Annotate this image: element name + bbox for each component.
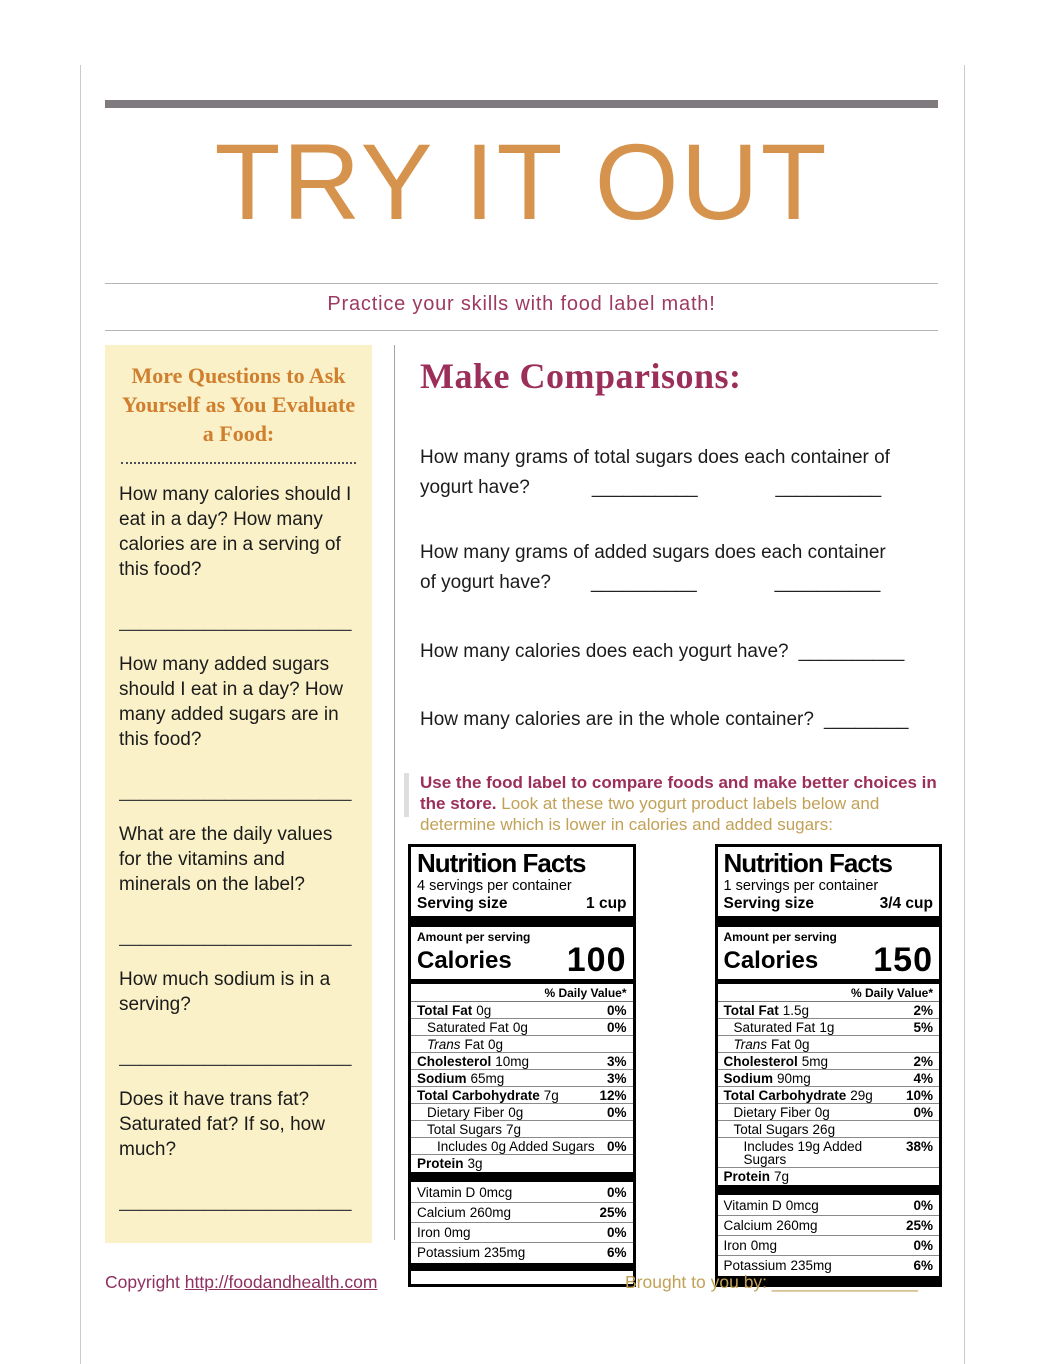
nutrient-row xyxy=(718,1168,940,1184)
nutrient-dv: 3% xyxy=(606,1053,627,1069)
page-subtitle: Practice your skills with food label math! xyxy=(327,293,716,315)
vitamin-dv: 0% xyxy=(606,1224,627,1240)
nutrient-name: Includes 0g Added Sugars xyxy=(437,1138,595,1154)
nutrient-dv: 5% xyxy=(913,1019,933,1035)
nutrient-name: Fat xyxy=(464,1036,485,1052)
nutrient-amount: 0g xyxy=(508,1104,524,1120)
serving-size-value: 3/4 cup xyxy=(879,895,933,912)
nutrient-amount: 26g xyxy=(812,1121,836,1137)
vitamin-name: Potassium xyxy=(723,1257,787,1273)
nutrient-name: Total Carbohydrate xyxy=(723,1087,847,1103)
servings-per-container: 1 servings per container xyxy=(723,878,879,894)
question-text: of yogurt have? xyxy=(420,572,551,593)
answer-blank: ________ xyxy=(823,709,909,730)
nutrient-dv: 0% xyxy=(606,1138,627,1154)
vitamin-amount: 0mcg xyxy=(479,1184,513,1200)
vitamin-amount: 260mg xyxy=(776,1217,818,1233)
thick-divider-bar xyxy=(411,916,633,927)
vitamin-row xyxy=(718,1236,940,1256)
nutrient-row xyxy=(411,1121,633,1138)
serving-size-label: Serving size xyxy=(417,895,508,912)
daily-value-header: % Daily Value* xyxy=(411,985,633,1002)
vitamin-dv: 6% xyxy=(606,1244,627,1260)
nutrient-dv: 0% xyxy=(606,1002,627,1018)
vitamin-row xyxy=(718,1216,940,1236)
nutrition-label-yogurt-2 xyxy=(715,844,943,1287)
serving-size-row xyxy=(411,895,633,913)
vitamin-dv: 0% xyxy=(913,1237,933,1253)
question-text: yogurt have? xyxy=(420,477,530,498)
answer-blank: __________ xyxy=(798,641,905,662)
page-title: TRY IT OUT xyxy=(214,121,829,242)
nutrient-amount: 0g xyxy=(476,1002,492,1018)
nutrient-dv: 2% xyxy=(913,1053,933,1069)
nutrient-name: Total Sugars xyxy=(427,1121,503,1137)
nutrient-row xyxy=(411,1155,633,1171)
calories-value: 100 xyxy=(566,941,627,979)
calories-label: Calories xyxy=(723,947,819,974)
vitamin-dv: 0% xyxy=(606,1184,627,1200)
serving-size-row xyxy=(718,895,940,913)
sidebar xyxy=(105,345,372,1243)
vitamin-amount: 260mg xyxy=(469,1204,512,1220)
brought-to-you-by xyxy=(625,1272,918,1293)
question-block xyxy=(420,705,942,735)
nutrient-dv: 38% xyxy=(905,1138,933,1154)
nutrient-row xyxy=(718,1019,940,1036)
nutrient-dv: 12% xyxy=(599,1087,627,1103)
nutrient-name: Total Carbohydrate xyxy=(417,1087,540,1103)
nutrient-name-italic: Trans xyxy=(733,1036,768,1052)
nutrient-amount: 0g xyxy=(512,1019,528,1035)
nutrient-name: Saturated Fat xyxy=(427,1019,509,1035)
intro-bold-text: Use the food label to compare foods and make better choices in the store. xyxy=(420,773,937,813)
vitamin-row xyxy=(411,1223,633,1243)
nutrient-name: Sodium xyxy=(417,1070,467,1086)
sidebar-question: How many calories should I eat in a day? How many calories are in a serving of this food? xyxy=(119,484,352,580)
vitamin-name: Potassium xyxy=(417,1244,481,1260)
vitamin-name: Iron xyxy=(723,1237,747,1253)
divider-line xyxy=(105,283,938,284)
vitamin-dv: 0% xyxy=(913,1197,933,1213)
section-heading: Make Comparisons: xyxy=(420,356,742,396)
calories-value: 150 xyxy=(873,941,933,979)
nutrition-facts-title: Nutrition Facts xyxy=(723,848,892,878)
vitamin-dv: 25% xyxy=(599,1204,627,1220)
amount-per-serving-label: Amount per serving xyxy=(417,930,531,944)
thick-divider-bar xyxy=(718,916,940,927)
vitamin-row xyxy=(411,1183,633,1203)
nutrient-dv: 0% xyxy=(606,1104,627,1120)
question-text: How many calories are in the whole container? xyxy=(420,709,814,730)
sidebar-question: How many added sugars should I eat in a day? How many added sugars are in this food? xyxy=(119,654,343,750)
nutrient-row xyxy=(718,1104,940,1121)
nutrient-row xyxy=(411,1053,633,1070)
question-block xyxy=(420,637,942,667)
nutrition-labels-row xyxy=(408,844,942,1287)
thick-divider-bar xyxy=(411,1263,633,1271)
nutrient-amount: 7g xyxy=(506,1121,522,1137)
vitamin-amount: 235mg xyxy=(790,1257,832,1273)
nutrient-row xyxy=(718,1053,940,1070)
sidebar-question-block xyxy=(119,822,358,949)
vitamin-amount: 0mg xyxy=(750,1237,778,1253)
vertical-divider xyxy=(394,345,395,1240)
vitamin-row xyxy=(718,1196,940,1216)
question-text: How many grams of added sugars does each container xyxy=(420,542,886,563)
vitamin-name: Vitamin D xyxy=(723,1197,782,1213)
answer-blank: ______________________ xyxy=(119,1191,352,1212)
nutrient-name: Total Sugars xyxy=(733,1121,809,1137)
nutrient-amount: 7g xyxy=(543,1087,559,1103)
nutrient-name: Includes 19g Added Sugars xyxy=(743,1138,863,1167)
question-text: How many calories does each yogurt have? xyxy=(420,641,789,662)
nutrient-name-italic: Trans xyxy=(427,1036,461,1052)
nutrient-row xyxy=(411,1104,633,1121)
nutrient-amount: 0g xyxy=(488,1036,504,1052)
nutrition-label-yogurt-1 xyxy=(408,844,636,1287)
nutrient-row xyxy=(718,1138,940,1168)
nutrient-dv: 0% xyxy=(606,1019,627,1035)
nutrient-amount: 90mg xyxy=(777,1070,811,1086)
servings-per-container: 4 servings per container xyxy=(417,878,572,894)
nutrient-name: Cholesterol xyxy=(417,1053,492,1069)
nutrient-amount: 0g xyxy=(794,1036,810,1052)
question-block xyxy=(420,443,942,503)
nutrient-dv: 3% xyxy=(606,1070,627,1086)
sidebar-question: Does it have trans fat? Saturated fat? If so, how much? xyxy=(119,1089,325,1160)
answer-blank: ______________________ xyxy=(119,1046,352,1067)
nutrient-amount: 7g xyxy=(774,1168,790,1184)
nutrient-amount: 29g xyxy=(850,1087,873,1103)
copyright-link[interactable]: http://foodandhealth.com xyxy=(184,1272,378,1292)
calories-label: Calories xyxy=(417,947,512,974)
sidebar-question-block xyxy=(119,1087,358,1214)
sidebar-question: How much sodium is in a serving? xyxy=(119,969,331,1015)
question-block xyxy=(420,538,942,598)
calories-row xyxy=(718,941,940,979)
answer-blank: ______________________ xyxy=(119,611,352,632)
vitamin-amount: 0mg xyxy=(444,1224,471,1240)
nutrient-row xyxy=(411,1087,633,1104)
answer-blank: ______________________ xyxy=(119,781,352,802)
intro-regular-text: Look at these two yogurt product labels below and determine which is lower in calories and added sugars: xyxy=(420,794,880,834)
nutrient-name: Fat xyxy=(771,1036,791,1052)
medium-divider-bar xyxy=(411,979,633,984)
nutrient-row xyxy=(411,1019,633,1036)
nutrient-name: Sodium xyxy=(723,1070,773,1086)
dotted-divider xyxy=(121,462,356,464)
nutrient-amount: 65mg xyxy=(470,1070,505,1086)
copyright-text: Copyright xyxy=(105,1272,185,1292)
thick-divider-bar xyxy=(718,1185,940,1195)
nutrient-name: Total Fat xyxy=(723,1002,779,1018)
nutrition-facts-title: Nutrition Facts xyxy=(417,848,586,878)
divider-line xyxy=(105,330,938,331)
calories-row xyxy=(411,941,633,979)
nutrient-row xyxy=(411,1036,633,1053)
nutrient-row xyxy=(718,1002,940,1019)
main-content xyxy=(417,345,942,1287)
daily-value-header: % Daily Value* xyxy=(718,985,940,1002)
nutrient-amount: 5mg xyxy=(801,1053,829,1069)
vitamin-row xyxy=(411,1203,633,1223)
nutrient-name: Dietary Fiber xyxy=(427,1104,505,1120)
nutrient-name: Saturated Fat xyxy=(733,1019,816,1035)
nutrient-name: Dietary Fiber xyxy=(733,1104,811,1120)
nutrient-amount: 10mg xyxy=(495,1053,530,1069)
nutrient-dv: 2% xyxy=(913,1002,933,1018)
nutrient-row xyxy=(718,1121,940,1138)
nutrient-row xyxy=(718,1087,940,1104)
answer-blank: ______________________ xyxy=(119,926,352,947)
amount-per-serving-label: Amount per serving xyxy=(723,930,837,944)
brought-label: Brought to you by: xyxy=(625,1272,772,1292)
nutrient-amount: 3g xyxy=(467,1155,483,1171)
nutrient-row xyxy=(411,1070,633,1087)
answer-blank: __________ xyxy=(775,477,882,498)
vitamin-name: Iron xyxy=(417,1224,441,1240)
nutrient-amount: 1g xyxy=(819,1019,835,1035)
serving-size-value: 1 cup xyxy=(586,895,627,912)
question-text: How many grams of total sugars does each container of xyxy=(420,447,890,468)
vitamin-amount: 235mg xyxy=(484,1244,526,1260)
answer-blank: __________ xyxy=(591,477,698,498)
vitamin-name: Calcium xyxy=(417,1204,466,1220)
top-gray-bar xyxy=(105,100,938,108)
intro-paragraph xyxy=(420,772,942,835)
answer-blank: _______________ xyxy=(771,1272,918,1292)
nutrient-name: Protein xyxy=(417,1155,464,1171)
nutrient-row xyxy=(718,1036,940,1053)
vitamin-name: Vitamin D xyxy=(417,1184,476,1200)
vitamin-dv: 6% xyxy=(913,1257,933,1273)
nutrient-row xyxy=(411,1002,633,1019)
vitamin-dv: 25% xyxy=(905,1217,933,1233)
nutrient-amount: 0g xyxy=(814,1104,830,1120)
nutrient-dv: 0% xyxy=(913,1104,933,1120)
sidebar-question-block xyxy=(119,967,358,1069)
vitamin-row xyxy=(411,1243,633,1262)
sidebar-question-block xyxy=(119,652,358,804)
thick-divider-bar xyxy=(411,1172,633,1182)
copyright xyxy=(105,1272,377,1293)
nutrient-row xyxy=(718,1070,940,1087)
sidebar-question-block xyxy=(119,482,358,634)
nutrient-name: Total Fat xyxy=(417,1002,473,1018)
vitamin-amount: 0mcg xyxy=(785,1197,819,1213)
serving-size-label: Serving size xyxy=(723,895,814,912)
answer-blank: __________ xyxy=(774,572,881,593)
sidebar-question: What are the daily values for the vitamins and minerals on the label? xyxy=(119,824,333,895)
nutrient-dv: 4% xyxy=(913,1070,933,1086)
nutrient-amount: 1.5g xyxy=(782,1002,810,1018)
nutrient-name: Protein xyxy=(723,1168,771,1184)
vitamin-name: Calcium xyxy=(723,1217,773,1233)
answer-blank: __________ xyxy=(590,572,697,593)
medium-divider-bar xyxy=(718,979,940,984)
sidebar-heading: More Questions to Ask Yourself as You Evaluate a Food: xyxy=(121,363,356,446)
nutrient-row xyxy=(411,1138,633,1155)
nutrient-dv: 10% xyxy=(905,1087,933,1103)
nutrient-name: Cholesterol xyxy=(723,1053,798,1069)
